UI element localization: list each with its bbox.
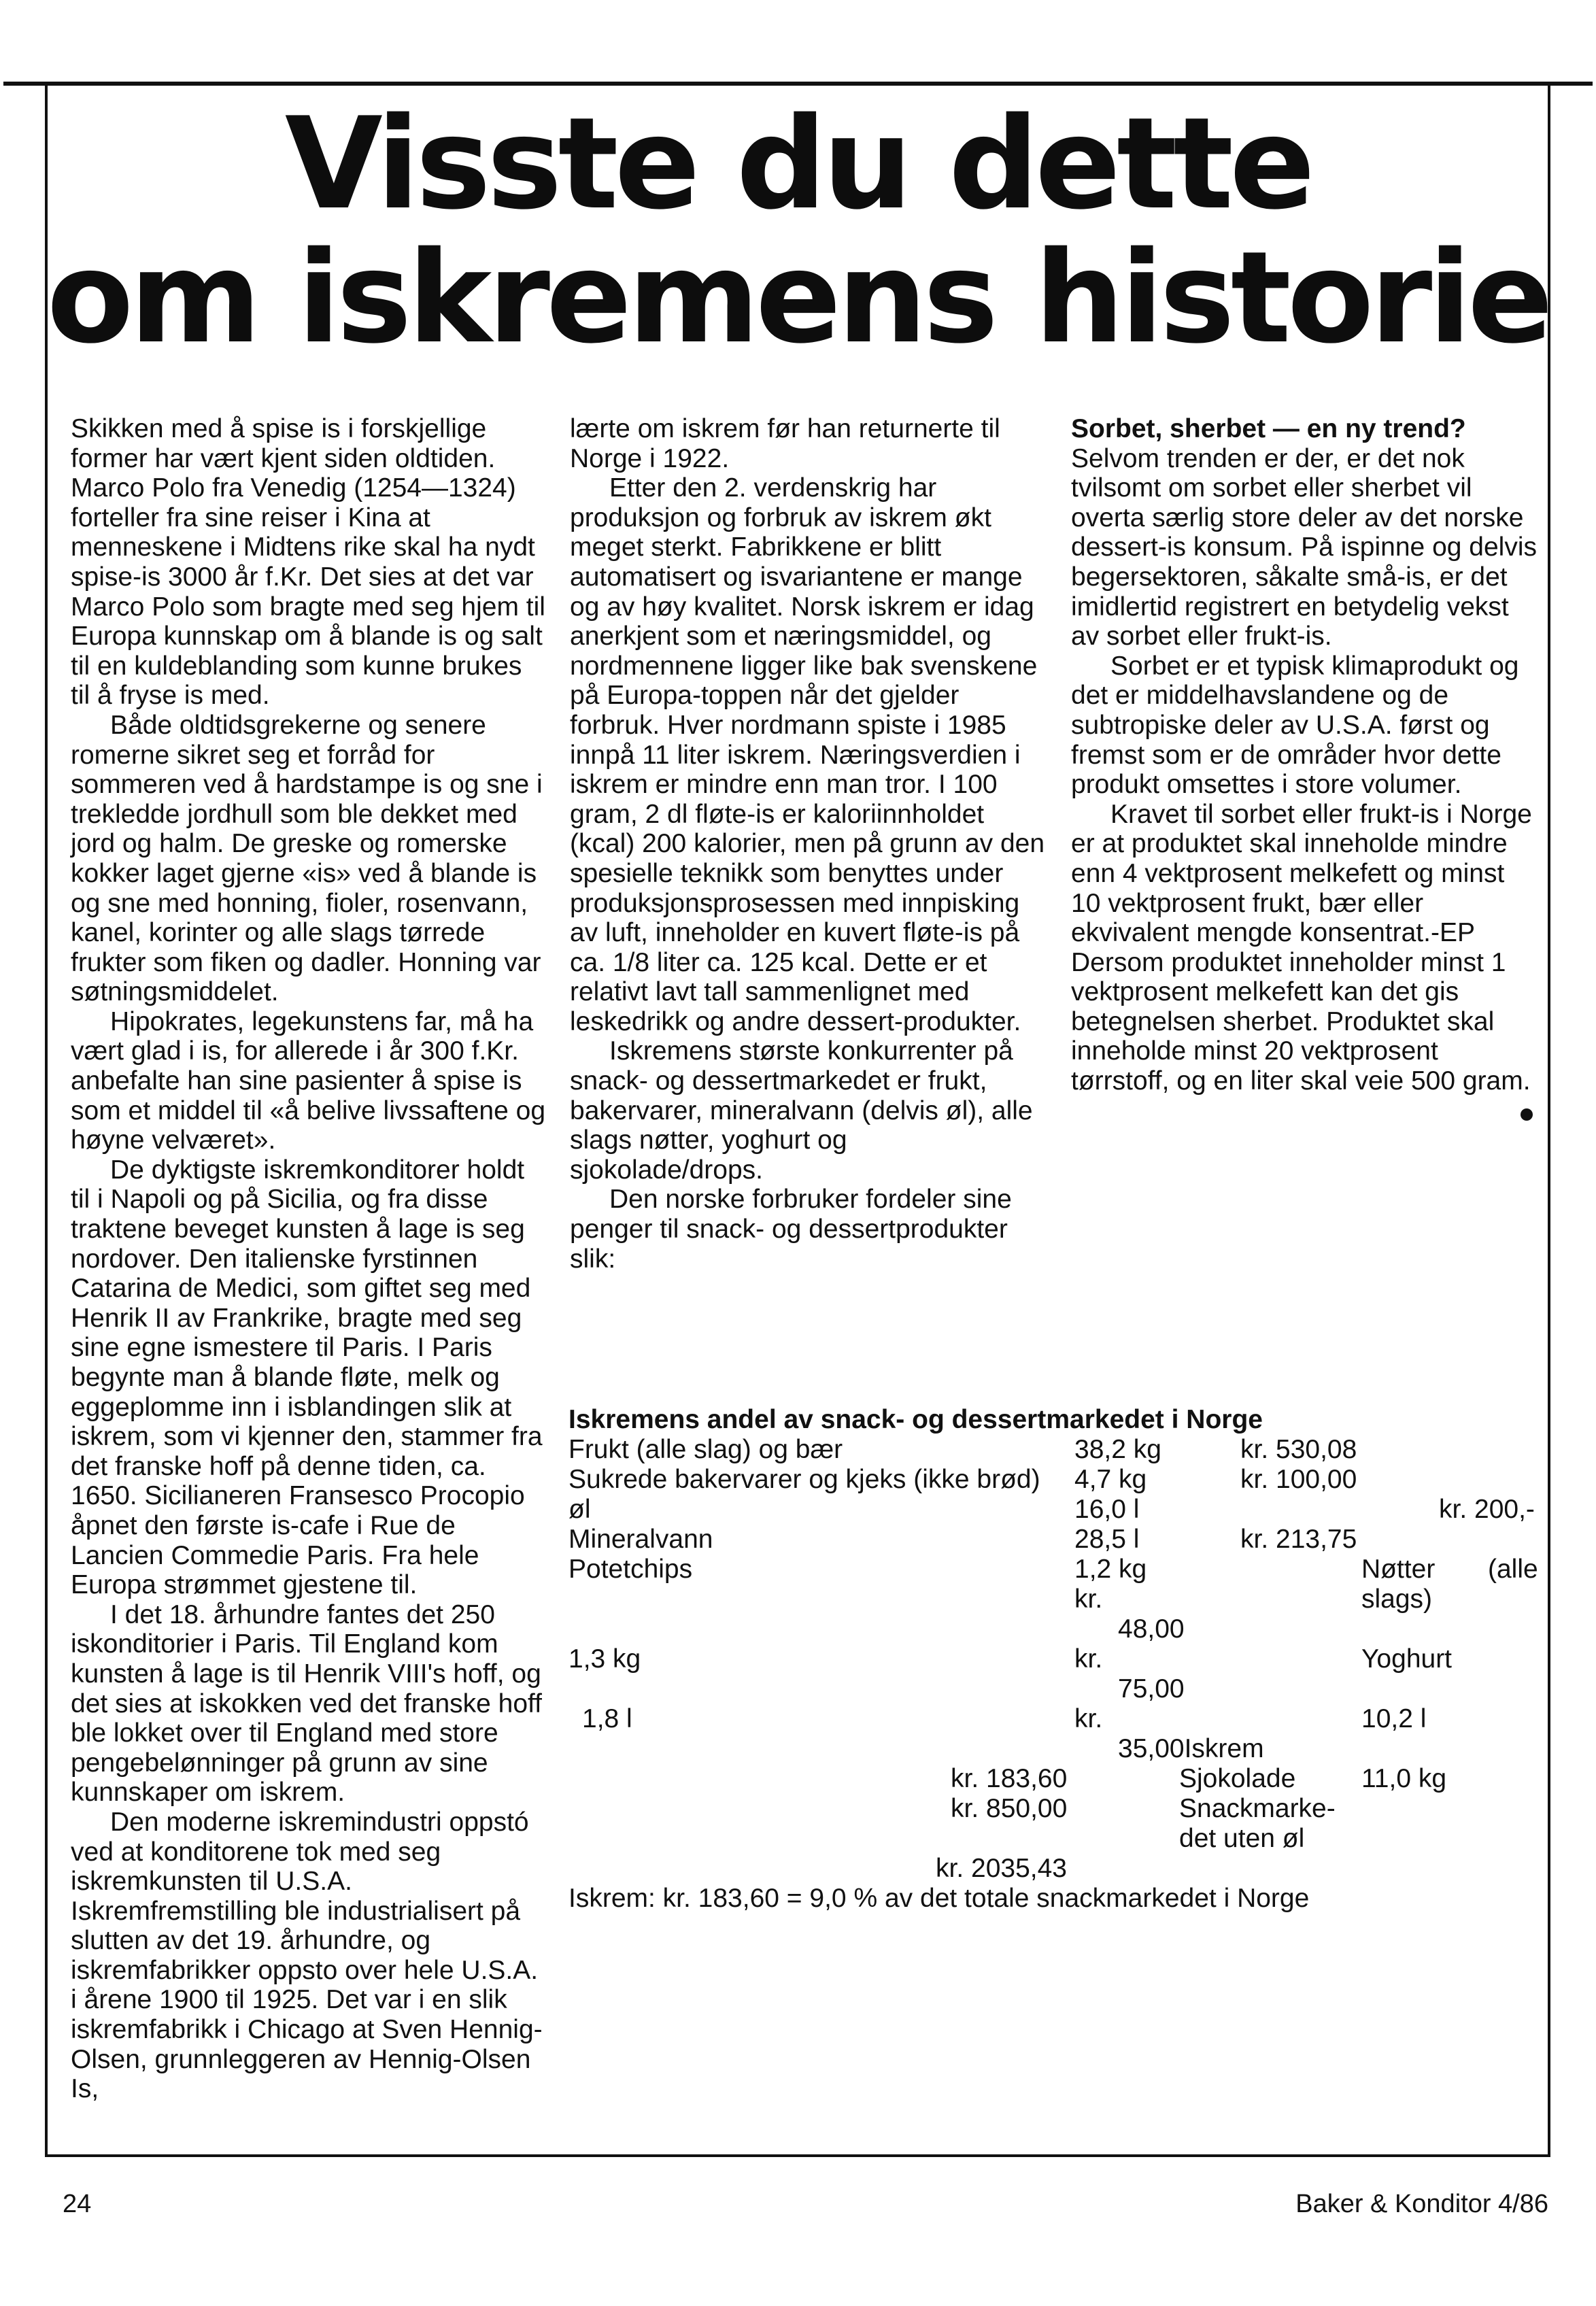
table-cell: kr. 100,00 bbox=[1240, 1465, 1357, 1494]
market-share-table bbox=[568, 1405, 1538, 1935]
table-cell: Nøtter bbox=[1361, 1555, 1436, 1584]
paragraph: Etter den 2. verdenskrig har produksjon og forbruk av iskrem økt meget sterkt. Fabrikkene er blitt automatisert og isvariantene er mange og av høy kvalitet. Norsk iskrem er idag anerkjent som et næringsmiddel, og nordmennene ligger like bak svenskene på Europa-toppen når det gjelder forbruk. Hver nordmann spiste i 1985 innpå 11 liter iskrem. Næringsverdien i iskrem er mindre enn man tror. I 100 gram, 2 dl fløte-is er kaloriinnholdet (kcal) 200 kalorier, men på grunn av den spesielle teknikk som benyttes under produksjonsprosessen med innpisking av luft, inneholder en kuvert fløte-is på ca. 1/8 liter ca. 125 kcal. Dette er et relativt lavt tall sammenlignet med leskedrikk og andre dessert-produkter. bbox=[570, 473, 1045, 1036]
paragraph: I det 18. århundre fantes det 250 iskonditorier i Paris. Til England kom kunsten å lage is til Henrik VIII's hoff, og det sies at iskokken ved det franske hoff ble lokket over til England med store pengebelønninger på grunn av sine kunnskaper om iskrem. bbox=[71, 1599, 543, 1808]
table-cell: 1,3 kg bbox=[568, 1644, 641, 1674]
table-cell: Yoghurt bbox=[1361, 1644, 1453, 1674]
table-cell: Snackmarke- bbox=[1179, 1794, 1336, 1823]
paragraph: Den norske forbruker fordeler sine penger til snack- og dessertprodukter slik: bbox=[570, 1185, 1012, 1274]
paragraph: lærte om iskrem før han returnerte til Norge i 1922. bbox=[570, 414, 1000, 473]
table-cell: Mineralvann bbox=[568, 1525, 713, 1554]
table-cell: kr. bbox=[1074, 1704, 1103, 1733]
table-cell: 11,0 kg bbox=[1361, 1764, 1447, 1793]
paragraph: Kravet til sorbet eller frukt-is i Norge er at produktet skal inneholde mindre enn 4 vektprosent melkefett og minst 10 vektprosent frukt, bær eller ekvivalent mengde konsentrat.-EP Dersom produktet inneholder minst 1 vektprosent melkefett kan det gis betegnelsen sherbet. Produktet skal inneholde minst 20 vektprosent tørrstoff, og en liter skal veie 500 gram. bbox=[1071, 799, 1532, 1096]
table-cell: 16,0 l bbox=[1074, 1495, 1140, 1524]
table-cell: øl bbox=[568, 1495, 591, 1524]
table-cell: 28,5 l bbox=[1074, 1525, 1140, 1554]
headline-line-1: Visste du dette bbox=[284, 90, 1312, 237]
table-summary: Iskrem: kr. 183,60 = 9,0 % av det totale snackmarkedet i Norge bbox=[568, 1884, 1310, 1913]
headline-line-2: om iskremens historie bbox=[46, 224, 1550, 371]
table-cell: Sjokolade bbox=[1179, 1764, 1296, 1793]
table-cell: Sukrede bakervarer og kjeks (ikke brød) bbox=[568, 1465, 1040, 1494]
table-heading: Iskremens andel av snack- og dessertmarkedet i Norge bbox=[568, 1405, 1263, 1434]
paragraph: Sorbet er et typisk klimaprodukt og det er middelhavslandene og de subtropiske deler av U.S.A. først og fremst som er de områder hvor dette produkt omsettes i store volumer. bbox=[1071, 651, 1519, 800]
table-cell: 10,2 l bbox=[1361, 1704, 1427, 1733]
table-cell: det uten øl bbox=[1179, 1824, 1305, 1853]
table-cell: kr. 200,- bbox=[1439, 1495, 1535, 1524]
paragraph: Hipokrates, legekunstens far, må ha vært glad i is, for allerede i år 300 f.Kr. anbefalte han sine pasienter å spise is som et middel til «å belive livssaftene og høyne velværet». bbox=[71, 1006, 546, 1155]
table-cell: 4,7 kg bbox=[1074, 1465, 1147, 1494]
text-column-1 bbox=[71, 414, 547, 2104]
paragraph: Iskremens største konkurrenter på snack- og dessertmarkedet er frukt, bakervarer, mineralvann (delvis øl), alle slags nøtter, yoghurt og sjokolade/drops. bbox=[570, 1036, 1033, 1185]
table-cell: slags) bbox=[1361, 1584, 1433, 1614]
table-cell: kr. 213,75 bbox=[1240, 1525, 1357, 1554]
table-cell: kr. bbox=[1074, 1584, 1103, 1614]
paragraph: Selvom trenden er der, er det nok tvilsomt om sorbet eller sherbet vil overta særlig store deler av det norske dessert-is konsum. På ispinne og delvis begersektoren, såkalte små-is, er det imidlertid registrert en betydelig vekst av sorbet eller frukt-is. bbox=[1071, 443, 1537, 651]
table-cell: kr. bbox=[1074, 1644, 1103, 1674]
paragraph: De dyktigste iskremkonditorer holdt til i Napoli og på Sicilia, og fra disse traktene beveget kunsten å lage is seg nordover. Den italienske fyrstinnen Catarina de Medici, som giftet seg med Henrik II av Frankrike, bragte med seg sine egne ismestere til Paris. I Paris begynte man å blande fløte, melk og eggeplomme inn i isblandingen slik at iskrem, som vi kjenner den, stammer fra det franske hoff på denne tiden, ca. 1650. Sicilianeren Fransesco Procopio åpnet den første is-cafe i Rue de Lancien Commedie Paris. Fra hele Europa strømmet gjestene til. bbox=[71, 1155, 543, 1600]
paragraph: Skikken med å spise is i forskjellige former har vært kjent siden oldtiden. Marco Polo fra Venedig (1254—1324) forteller fra sine reiser i Kina at menneskene i Midtens rike skal ha nydt spise-is 3000 år f.Kr. Det sies at det var Marco Polo som bragte med seg hjem til Europa kunnskap om å blande is og salt til en kuldeblanding som kunne brukes til å fryse is med. bbox=[71, 414, 545, 711]
table-cell: 1,8 l bbox=[582, 1704, 632, 1733]
paragraph: Både oldtidsgrekerne og senere romerne sikret seg et forråd for sommeren ved å hardstampe is og sne i trekledde jordhull som ble dekket med jord og halm. De greske og romerske kokker laget gjerne «is» ved å blande is og sne med honning, fioler, rosenvann, kanel, korinter og alle slags tørrede frukter som fiken og dadler. Honning var søtningsmiddelet. bbox=[71, 710, 543, 1007]
table-cell: kr. 183,60 bbox=[951, 1764, 1068, 1793]
table-cell: 38,2 kg bbox=[1074, 1435, 1161, 1464]
paragraph: Den moderne iskremindustri oppstó ved at konditorene tok med seg iskremkunsten til U.S.A. Iskremfremstilling ble industrialisert på slutten av det 19. århundre, og iskremfabrikker oppsto over hele U.S.A. i årene 1900 til 1925. Det var i en slik iskremfabrikk i Chicago at Sven Hennig-Olsen, grunnleggeren av Hennig-Olsen Is, bbox=[71, 1807, 543, 2104]
publication-credit: Baker & Konditor 4/86 bbox=[1295, 2190, 1548, 2218]
page-number: 24 bbox=[63, 2190, 92, 2218]
table-cell: 1,2 kg bbox=[1074, 1555, 1147, 1584]
table-cell: 48,00 bbox=[1118, 1614, 1185, 1644]
section-subheading: Sorbet, sherbet — en ny trend? bbox=[1071, 414, 1466, 443]
table-cell: kr. 2035,43 bbox=[936, 1854, 1067, 1883]
table-cell: 35,00Iskrem bbox=[1118, 1734, 1264, 1763]
table-cell: Frukt (alle slag) og bær bbox=[568, 1435, 843, 1464]
table-cell: Potetchips bbox=[568, 1555, 693, 1584]
end-of-article-bullet bbox=[1521, 1108, 1533, 1121]
table-cell: kr. 530,08 bbox=[1240, 1435, 1357, 1464]
table-cell: kr. 850,00 bbox=[951, 1794, 1068, 1823]
text-column-3 bbox=[1071, 414, 1540, 1096]
table-cell: (alle bbox=[1488, 1555, 1538, 1584]
table-cell: 75,00 bbox=[1118, 1674, 1185, 1703]
text-column-2 bbox=[570, 414, 1046, 1274]
